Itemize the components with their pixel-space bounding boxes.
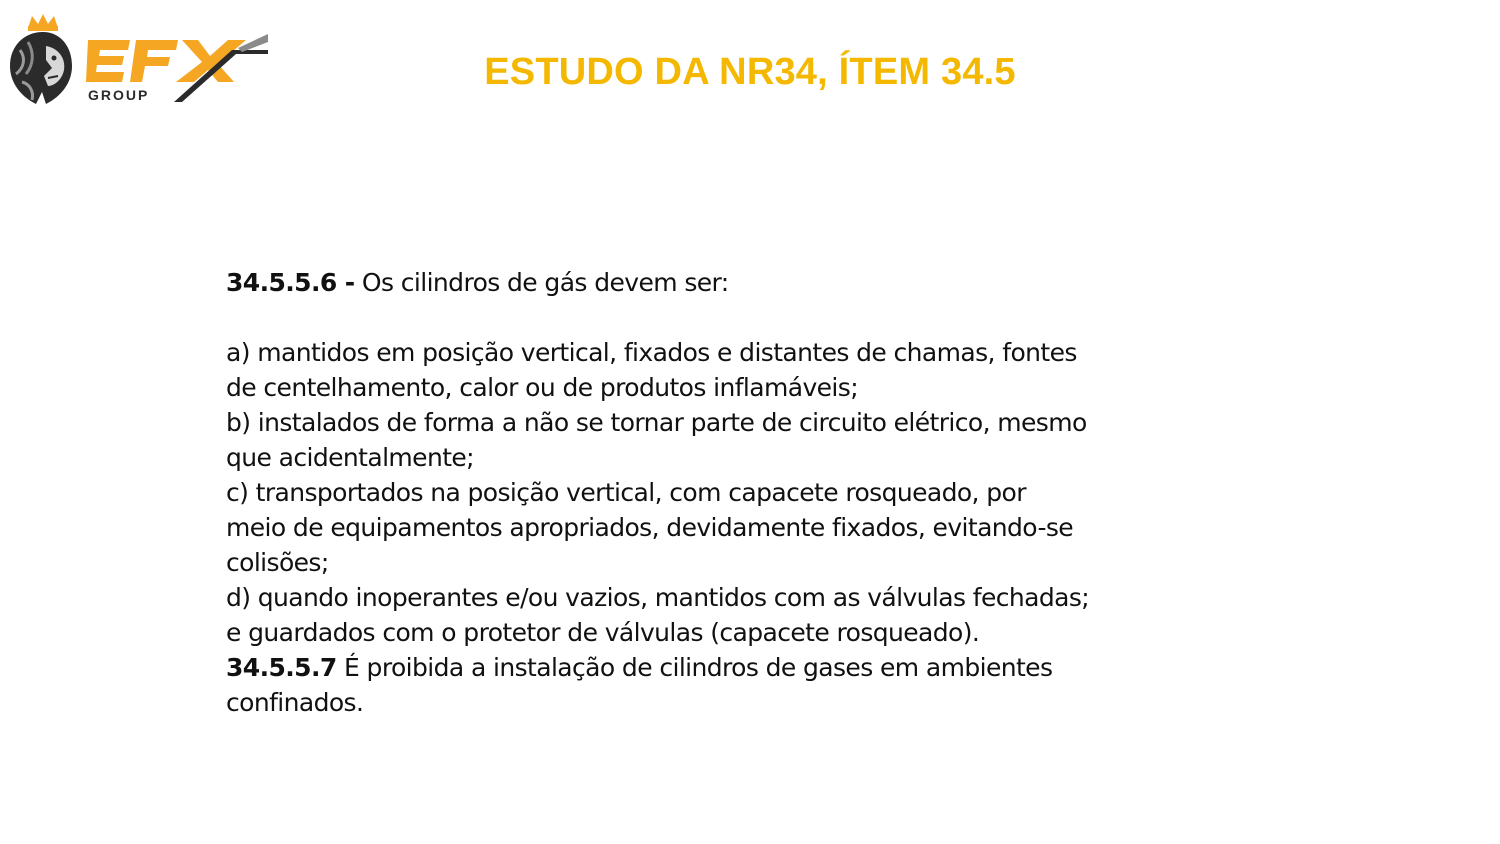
body-line: meio de equipamentos apropriados, devidamente fixados, evitando-se (226, 513, 1074, 542)
item-34-5-5-7 (226, 650, 1286, 685)
body-line: d) quando inoperantes e/ou vazios, mantidos com as válvulas fechadas; (226, 583, 1090, 612)
item-number: 34.5.5.7 (226, 653, 337, 682)
logo-subtext: GROUP (88, 87, 150, 103)
item-number: 34.5.5.6 - (226, 268, 355, 297)
document-body (226, 265, 1286, 720)
body-line: que acidentalmente; (226, 443, 474, 472)
item-text: É proibida a instalação de cilindros de gases em ambientes (336, 653, 1053, 682)
body-line: a) mantidos em posição vertical, fixados e distantes de chamas, fontes (226, 338, 1077, 367)
body-line: confinados. (226, 688, 364, 717)
body-line: de centelhamento, calor ou de produtos inflamáveis; (226, 373, 859, 402)
body-line: c) transportados na posição vertical, com capacete rosqueado, por (226, 478, 1026, 507)
item-34-5-5-6-heading (226, 265, 1286, 300)
item-heading-text: Os cilindros de gás devem ser: (354, 268, 729, 297)
blank-line (226, 300, 1286, 335)
page-title: ESTUDO DA NR34, ÍTEM 34.5 (484, 51, 1016, 93)
body-line: b) instalados de forma a não se tornar parte de circuito elétrico, mesmo (226, 408, 1087, 437)
body-line: e guardados com o protetor de válvulas (capacete rosqueado). (226, 618, 980, 647)
body-line: colisões; (226, 548, 329, 577)
